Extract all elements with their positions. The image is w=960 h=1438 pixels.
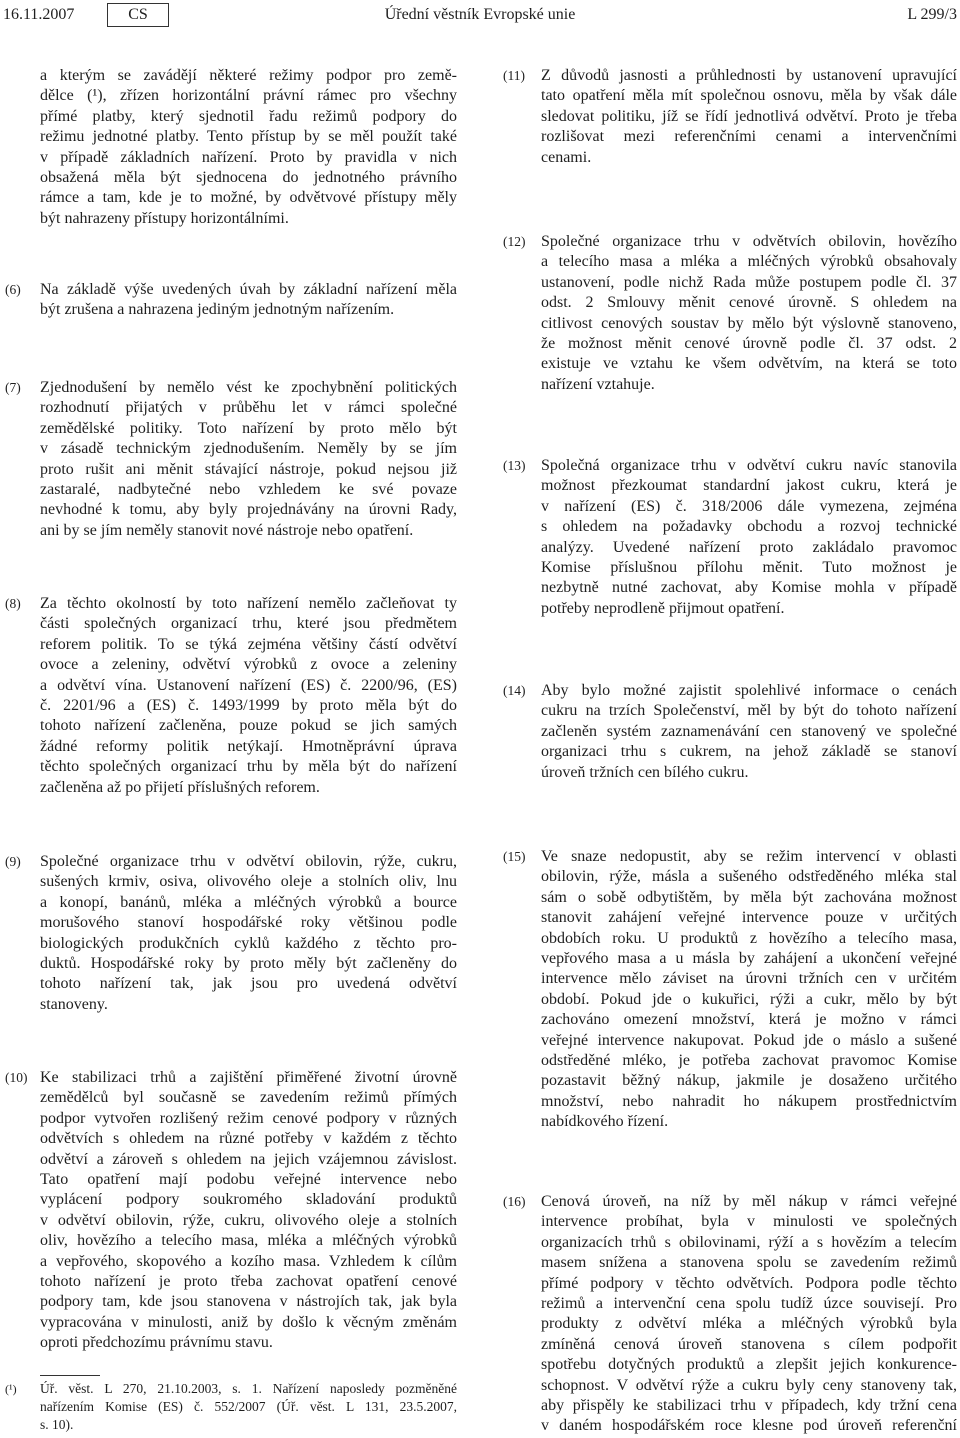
text-line: podpor vytvořen rozlišený režim cenové podpory v různých bbox=[40, 1109, 457, 1127]
text-line: sušených krmiv, osiva, olivového oleje a stolních oliv, lnu bbox=[40, 873, 457, 891]
text-line: vypracována v minulosti, aniž by došlo k věcným změnám bbox=[40, 1313, 457, 1331]
text-line: Za těchto okolností by toto nařízení nemělo začleňovat ty bbox=[40, 595, 457, 612]
paragraph-16 bbox=[503, 1192, 957, 1437]
paragraph-15 bbox=[503, 847, 957, 1132]
paragraph-number: (14) bbox=[503, 683, 526, 698]
language-code-box: CS bbox=[107, 3, 169, 27]
text-line: biologických produkčních cyklů každého z těchto pro- bbox=[40, 934, 457, 952]
text-line: v odvětví obilovin, rýže, cukru, olivového oleje a stolních bbox=[40, 1211, 457, 1229]
text-line: Ve snaze nedopustit, aby se režim intervencí v oblasti bbox=[541, 848, 957, 865]
text-line: rámce a tam, kde je to možné, by odvětvové přístupy měly bbox=[40, 189, 457, 207]
text-line: odst. 2 Smlouvy měnit cenové úrovně. S ohledem na bbox=[541, 294, 957, 312]
text-line: v zásadě technickým zjednodušením. Neměly by se jím bbox=[40, 440, 457, 458]
text-line: začleněn systém zaznamenávání cen stanovený ve společné bbox=[541, 722, 957, 740]
journal-title: Úřední věstník Evropské unie bbox=[384, 6, 576, 23]
text-line: č. 2201/96 a (ES) č. 1493/1999 by proto měla být do bbox=[40, 696, 457, 714]
text-line: tato opatření měla mít společnou osnovu, měla by však dále bbox=[541, 87, 957, 105]
text-line: produkty z odvětví mléka a mléčných výrobků byla bbox=[541, 1315, 957, 1333]
paragraph-number: (16) bbox=[503, 1194, 526, 1209]
text-line: obdobích roku. U produktů z hovězího a telecího masa, bbox=[541, 929, 957, 947]
text-line: v případě základních nařízení. Proto by pravidla v nich bbox=[40, 148, 457, 166]
text-line: Na základě výše uvedených úvah by základní nařízení měla bbox=[40, 281, 457, 298]
text-line: stanoveny. bbox=[40, 995, 108, 1013]
text-line: Aby bylo možné zajistit spolehlivé informace o cenách bbox=[541, 682, 957, 699]
text-line: analýzy. Uvedené nařízení proto zakládalo pravomoc bbox=[541, 538, 957, 556]
text-line: spotřebu dotyčných produktů a zlepšit jejich konkurence- bbox=[541, 1356, 957, 1374]
paragraph-continuation bbox=[40, 66, 457, 229]
paragraph-number: (7) bbox=[5, 380, 21, 395]
text-line: Společné organizace trhu v odvětvích obilovin, hovězího bbox=[541, 233, 957, 250]
paragraph-number: (6) bbox=[5, 282, 21, 297]
text-line: Z důvodů jasnosti a průhlednosti by ustanovení upravující bbox=[541, 67, 957, 84]
text-line: s ohledem na požadavky obchodu a rozvoj technické bbox=[541, 518, 957, 536]
text-line: části společných organizací trhu, které jsou předmětem bbox=[40, 615, 457, 633]
text-line: zemědělců byl současně se zavedením režimů přímých bbox=[40, 1089, 457, 1107]
page-reference: L 299/3 bbox=[907, 6, 957, 23]
text-line: a vepřového, skopového a kozího masa. Vzhledem k cílům bbox=[40, 1252, 457, 1270]
paragraph-number: (9) bbox=[5, 854, 21, 869]
text-line: Tato opatření mají podobu veřejné intervence nebo bbox=[40, 1170, 457, 1188]
text-line: sám o sobě odbytištěm, by měla být zachována možnost bbox=[541, 888, 957, 906]
text-line: oliv, hovězího a telecího masa, mléka a mléčných výrobků bbox=[40, 1232, 457, 1250]
text-line: odstředěné mléko, je potřeba zachovat pravomoc Komise bbox=[541, 1051, 957, 1069]
text-line: že možnost měnit cenové úrovně podle čl. 37 odst. 2 bbox=[541, 334, 957, 352]
text-line: masem snížena a stanovena spolu se zavedením režimů bbox=[541, 1254, 957, 1272]
text-line: zastaralé, nadbytečné nebo vzhledem ke své povaze bbox=[40, 480, 457, 498]
text-line: nařízení vztahuje. bbox=[541, 375, 655, 393]
text-line: přímé platby, který sjednotil řadu režimů podpory do bbox=[40, 107, 457, 125]
text-line: tohoto nařízení je proto třeba zachovat opatření cenové bbox=[40, 1272, 457, 1290]
paragraph-11 bbox=[503, 66, 957, 168]
text-line: oproti předchozímu právnímu stavu. bbox=[40, 1334, 273, 1352]
text-line: zemědělské politiky. Toto nařízení by proto mělo být bbox=[40, 419, 457, 437]
text-line: Ke stabilizaci trhů a zajištění přiměřené životní úrovně bbox=[40, 1069, 457, 1086]
text-line: citlivost cenových soustav by mělo být výslovně stanoveno, bbox=[541, 314, 957, 332]
text-line: Společné organizace trhu v odvětví obilovin, rýže, cukru, bbox=[40, 853, 457, 870]
text-line: obsažená měla být sjednocena do jednotného právního bbox=[40, 168, 457, 186]
text-line: organizacích trhů s obilovinami, rýží a s hovězím a telecím bbox=[541, 1233, 957, 1251]
text-line: sledovat politiku, jíž se řídí jednotlivá odvětví. Proto je třeba bbox=[541, 107, 957, 125]
text-line: podpory tam, kde jsou stanovena v nástrojích tak, jak byla bbox=[40, 1293, 457, 1311]
paragraph-number: (15) bbox=[503, 849, 526, 864]
text-line: nezbytně nutné zachovat, aby Komise mohla v případě bbox=[541, 579, 957, 597]
text-line: reforem politik. To se týká zejména většiny částí odvětví bbox=[40, 635, 457, 653]
text-line: aby přispěly ke stabilizaci trhu v případech, kdy tržní cena bbox=[541, 1396, 957, 1414]
text-line: schopnost. V odvětví rýže a cukru byly ceny stanoveny tak, bbox=[541, 1376, 957, 1394]
footnote-line: s. 10). bbox=[40, 1417, 74, 1432]
text-line: odvětvích s ohledem na různé potřeby v každém z těchto bbox=[40, 1130, 457, 1148]
text-line: Zjednodušení by nemělo vést ke zpochybnění politických bbox=[40, 379, 457, 396]
footnote-separator bbox=[40, 1375, 100, 1376]
footnote-marker: (¹) bbox=[5, 1382, 17, 1396]
text-line: potřeby neprodleně přijmout opatření. bbox=[541, 599, 785, 617]
text-line: intervence probíhat, byla v minulosti ve společných bbox=[541, 1213, 957, 1231]
paragraph-10 bbox=[5, 1068, 457, 1353]
paragraph-13 bbox=[503, 456, 957, 619]
text-line: ani by se jím neměly stanovit nové nástroje nebo opatření. bbox=[40, 521, 414, 539]
text-line: organizaci trhu s cukrem, na jehož základě se stanoví bbox=[541, 743, 957, 761]
text-line: Společná organizace trhu v odvětví cukru navíc stanovila bbox=[541, 457, 957, 474]
paragraph-number: (11) bbox=[503, 68, 525, 83]
text-line: a telecího masa a mléka a mléčných výrobků obsahovaly bbox=[541, 253, 957, 271]
paragraph-6 bbox=[5, 280, 457, 321]
text-line: tohoto nařízení začleněna, pouze pokud se jich samých bbox=[40, 717, 457, 735]
text-line: být zrušena a nahrazena jediným jednotným nařízením. bbox=[40, 301, 395, 319]
text-line: a odvětví vína. Ustanovení nařízení (ES) č. 2200/96, (ES) bbox=[40, 676, 457, 694]
text-line: a konopí, banánů, mléka a mléčných výrobků a bource bbox=[40, 893, 457, 911]
text-line: zmíněná cenová úroveň stanovena s cílem podpořit bbox=[541, 1335, 957, 1353]
text-line: v nařízení (ES) č. 318/2006 dále vymezena, zejména bbox=[541, 497, 957, 515]
text-line: veřejné intervence nakupovat. Pokud jde o máslo a sušené bbox=[541, 1031, 957, 1049]
text-line: rozhodnutí přijatých v průběhu let v rámci společné bbox=[40, 399, 457, 417]
text-line: v daném hospodářském roce klesne pod úroveň referenční bbox=[541, 1417, 957, 1435]
text-line: rozlišovat mezi referenčními cenami a intervenčními bbox=[541, 128, 957, 146]
text-line: pozastavit běžný nákup, jakmile je dosaženo určitého bbox=[541, 1072, 957, 1090]
text-line: odvětví a zároveň s ohledem na jejich vzájemnou závislost. bbox=[40, 1150, 457, 1168]
text-line: zachováno omezení množství, která je možno v rámci bbox=[541, 1011, 957, 1029]
text-line: ustanovení, podle nichž Rada může postupem podle čl. 37 bbox=[541, 273, 957, 291]
paragraph-14 bbox=[503, 681, 957, 783]
paragraph-12 bbox=[503, 232, 957, 395]
text-line: tohoto nařízení tak, jak jsou pro uvedená odvětví bbox=[40, 975, 457, 993]
text-line: přímé podpory v těchto odvětvích. Podpora podle těchto bbox=[541, 1274, 957, 1292]
text-line: žádné reformy politik netýkají. Hmotněprávní úprava bbox=[40, 737, 457, 755]
paragraph-number: (8) bbox=[5, 596, 21, 611]
text-line: období. Pokud jde o kukuřici, rýži a cukr, mělo by být bbox=[541, 990, 957, 1008]
paragraph-7 bbox=[5, 378, 457, 541]
text-line: možnost přezkoumat standardní jakost cukru, která je bbox=[541, 477, 957, 495]
text-line: ovoce a zeleniny, odvětví výrobků z ovoce a zeleniny bbox=[40, 656, 457, 674]
footnote-line: Úř. věst. L 270, 21.10.2003, s. 1. Nařízení naposledy pozměněné bbox=[40, 1381, 457, 1396]
text-line: cenami. bbox=[541, 148, 592, 166]
footnote bbox=[5, 1380, 457, 1434]
text-line: intervence mělo záviset na úrovni tržních cen v určitém bbox=[541, 970, 957, 988]
footnote-line: nařízením Komise (ES) č. 552/2007 (Úř. věst. L 131, 23.5.2007, bbox=[40, 1399, 457, 1414]
text-line: Komise příslušnou přílohu měnit. Tuto možnost je bbox=[541, 558, 957, 576]
text-line: začleněna až po přijetí příslušných reforem. bbox=[40, 778, 320, 796]
text-line: nevhodné k tomu, aby byly projednávány na úrovni Rady, bbox=[40, 501, 457, 519]
text-line: úroveň tržních cen bílého cukru. bbox=[541, 763, 749, 781]
paragraph-number: (12) bbox=[503, 234, 526, 249]
text-line: těchto společných organizací trhu by měla být do nařízení bbox=[40, 758, 457, 776]
text-line: obilovin, rýže, másla a sušeného odstředěného mléka stal bbox=[541, 868, 957, 886]
text-line: být nahrazeny přístupy horizontálními. bbox=[40, 209, 289, 227]
text-line: proto rušit ani měnit stávající nástroje, pokud nejsou již bbox=[40, 460, 457, 478]
text-line: množství, nebo nahradit ho nákupem prostřednictvím bbox=[541, 1092, 957, 1110]
text-line: Cenová úroveň, na níž by měl nákup v rámci veřejné bbox=[541, 1193, 957, 1210]
text-line: a kterým se zavádějí některé režimy podpor pro země- bbox=[40, 67, 457, 84]
paragraph-8 bbox=[5, 594, 457, 798]
text-line: dělce (¹), zřízen horizontální právní rámec pro všechny bbox=[40, 87, 457, 105]
text-line: morušového stanoví hospodářské roky většinou podle bbox=[40, 914, 457, 932]
text-line: cukru na trzích Společenství, měl by být do tohoto nařízení bbox=[541, 702, 957, 720]
text-line: existuje ve vztahu ke všem odvětvím, na která se toto bbox=[541, 355, 957, 373]
paragraph-9 bbox=[5, 852, 457, 1015]
text-line: duktů. Hospodářské roky by proto měly být začleněny do bbox=[40, 954, 457, 972]
text-line: vepřového masa a u másla by zahájení a ukončení veřejné bbox=[541, 949, 957, 967]
text-line: stanovit zahájení veřejné intervence pouze v určitých bbox=[541, 909, 957, 927]
text-line: nabídkového řízení. bbox=[541, 1113, 669, 1131]
paragraph-number: (10) bbox=[5, 1070, 28, 1085]
text-line: režimu jednotné platby. Tento přístup by se měl použít také bbox=[40, 128, 457, 146]
text-line: režimů a intervenční cena spolu tudíž úzce souvisejí. Pro bbox=[541, 1294, 957, 1312]
text-line: vyplácení podpory soukromého skladování produktů bbox=[40, 1191, 457, 1209]
paragraph-number: (13) bbox=[503, 458, 526, 473]
publication-date: 16.11.2007 bbox=[3, 6, 75, 23]
